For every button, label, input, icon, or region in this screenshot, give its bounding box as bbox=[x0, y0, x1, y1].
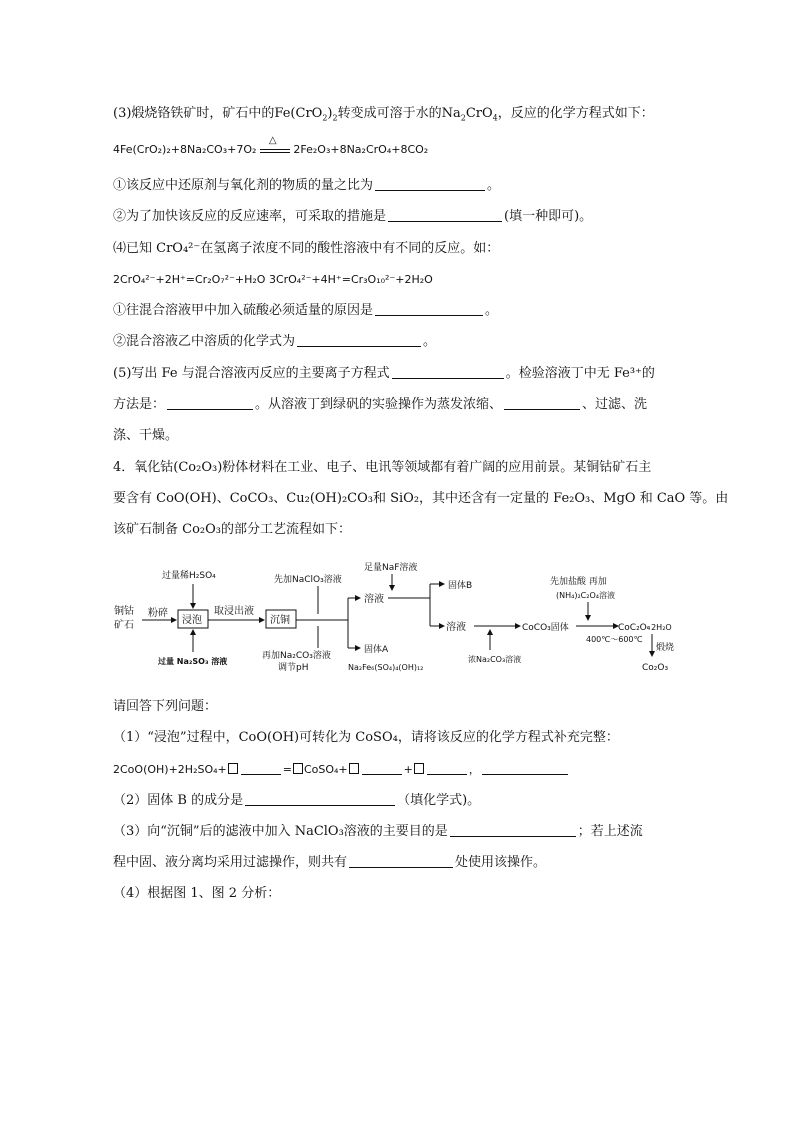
naf-label: 足量NaF溶液 bbox=[364, 563, 418, 573]
answer-blank[interactable] bbox=[388, 208, 502, 222]
acid-label: 过量稀H₂SO₄ bbox=[162, 571, 216, 581]
answer-blank[interactable] bbox=[297, 333, 421, 347]
answer-blank[interactable] bbox=[375, 177, 485, 191]
q3-reaction: 4Fe(CrO₂)₂+8Na₂CO₃+7O₂ △ 2Fe₂O₃+8Na₂CrO₄+8CO₂ bbox=[113, 140, 428, 160]
q5-line1: (5)写出 Fe 与混合溶液丙反应的主要离子方程式 。检验溶液丁中无 Fe³⁺的 bbox=[113, 366, 655, 381]
questions-prompt: 请回答下列问题： bbox=[113, 699, 218, 714]
temperature-label: 400℃～600℃ bbox=[586, 635, 643, 644]
answer-blank[interactable] bbox=[482, 761, 568, 775]
na2so3-label: 过量 Na₂SO₃ 溶液 bbox=[158, 657, 228, 666]
solid-a-label: 固体A bbox=[364, 645, 389, 655]
q5-line2: 方法是： 。从溶液丁到绿矾的实验操作为蒸发浓缩、 、过滤、洗 bbox=[113, 397, 648, 412]
coefficient-box[interactable] bbox=[228, 763, 238, 774]
answer-blank[interactable] bbox=[167, 396, 253, 410]
question-3: （3）向“沉铜”后的滤液中加入 NaClO₃溶液的主要目的是 ；若上述流 bbox=[113, 824, 643, 839]
answer-blank[interactable] bbox=[375, 302, 483, 316]
heat-arrow bbox=[260, 135, 290, 153]
ph-label: 调节pH bbox=[278, 663, 309, 673]
answer-blank[interactable] bbox=[427, 761, 467, 775]
question-2: （2）固体 B 的成分是 （填化学式)。 bbox=[113, 793, 481, 808]
coefficient-box[interactable] bbox=[349, 763, 359, 774]
q4-item1: ①往混合溶液甲中加入硫酸必须适量的原因是 。 bbox=[113, 303, 499, 318]
question-3-cont: 程中固、液分离均采用过滤操作，则共有 处使用该操作。 bbox=[113, 855, 547, 870]
coefficient-box[interactable] bbox=[414, 763, 424, 774]
oxalate-label: (NH₄)₂C₂O₄溶液 bbox=[556, 591, 615, 600]
heat-icon: △ bbox=[268, 135, 277, 146]
leach-label: 取浸出液 bbox=[214, 606, 254, 617]
p4-line2: 要含有 CoO(OH)、CoCO₃、Cu₂(OH)₂CO₃和 SiO₂，其中还含有一定量的 Fe₂O₃、MgO 和 CaO 等。由 bbox=[113, 491, 729, 506]
coefficient-box[interactable] bbox=[293, 763, 303, 774]
ore-label: 铜钴 bbox=[114, 606, 134, 617]
q4-intro: ⑷已知 CrO₄²⁻在氢离子浓度不同的酸性溶液中有不同的反应。如： bbox=[113, 241, 500, 256]
q5-line3: 涤、干燥。 bbox=[113, 428, 179, 443]
p4-line3: 该矿石制备 Co₂O₃的部分工艺流程如下： bbox=[113, 522, 351, 537]
solution-1-label: 溶液 bbox=[364, 594, 384, 605]
soak-box-label: 浸泡 bbox=[182, 615, 202, 626]
cu-box-label: 沉铜 bbox=[270, 615, 290, 626]
na2co3-label: 再加Na₂CO₃溶液 bbox=[262, 651, 331, 661]
answer-blank[interactable] bbox=[392, 365, 504, 379]
p4-line1: 4．氧化钴(Co₂O₃)粉体材料在工业、电子、电讯等领域都有着广阔的应用前景。某铜钴矿石主 bbox=[113, 460, 652, 475]
solid-b-label: 固体B bbox=[448, 581, 473, 591]
answer-blank[interactable] bbox=[450, 823, 576, 837]
crush-label: 粉碎 bbox=[148, 608, 168, 619]
ore-label-2: 矿石 bbox=[114, 620, 134, 631]
q4-item2: ②混合溶液乙中溶质的化学式为 。 bbox=[113, 334, 437, 349]
q4-reactions: 2CrO₄²⁻+2H⁺=Cr₂O₇²⁻+H₂O 3CrO₄²⁻+4H⁺=Cr₃O₁₀²⁻+2H₂O bbox=[113, 273, 433, 286]
hydrate-label: · 2H₂O bbox=[646, 623, 672, 632]
answer-blank[interactable] bbox=[241, 761, 281, 775]
calcine-label: 煅烧 bbox=[656, 643, 675, 653]
coc2o4-label: CoC₂O₄ bbox=[618, 623, 651, 633]
answer-blank[interactable] bbox=[362, 761, 402, 775]
answer-blank[interactable] bbox=[504, 396, 580, 410]
coco3-label: CoCO₃固体 bbox=[522, 623, 569, 633]
hcl-label: 先加盐酸 再加 bbox=[550, 577, 607, 587]
process-flow-diagram bbox=[112, 556, 682, 686]
question-1-equation: 2CoO(OH)+2H₂SO₄+ = CoSO₄+ + ， bbox=[113, 760, 570, 780]
co2o3-label: Co₂O₃ bbox=[642, 663, 669, 673]
solution-2-label: 溶液 bbox=[446, 622, 466, 633]
solid-a-formula: Na₂Fe₆(SO₄)₄(OH)₁₂ bbox=[348, 663, 424, 672]
naclo3-label: 先加NaClO₃溶液 bbox=[274, 575, 342, 585]
conc-na2co3-label: 浓Na₂CO₃溶液 bbox=[468, 655, 522, 664]
question-4: （4）根据图 1、图 2 分析： bbox=[113, 886, 281, 901]
q3-intro: (3)煅烧铬铁矿时，矿石中的$Fe(CrO_2)_2$转变成可溶于水的$Na_2CrO_4$，反应的化学方程式如下： bbox=[113, 106, 654, 123]
q3-item1: ①该反应中还原剂与氧化剂的物质的量之比为 。 bbox=[113, 178, 501, 193]
question-1: （1）“浸泡”过程中，CoO(OH)可转化为 CoSO₄，请将该反应的化学方程式补充完整： bbox=[113, 730, 619, 745]
q3-item2: ②为了加快该反应的反应速率，可采取的措施是 (填一种即可)。 bbox=[113, 209, 593, 224]
answer-blank[interactable] bbox=[245, 792, 395, 806]
answer-blank[interactable] bbox=[349, 854, 453, 868]
